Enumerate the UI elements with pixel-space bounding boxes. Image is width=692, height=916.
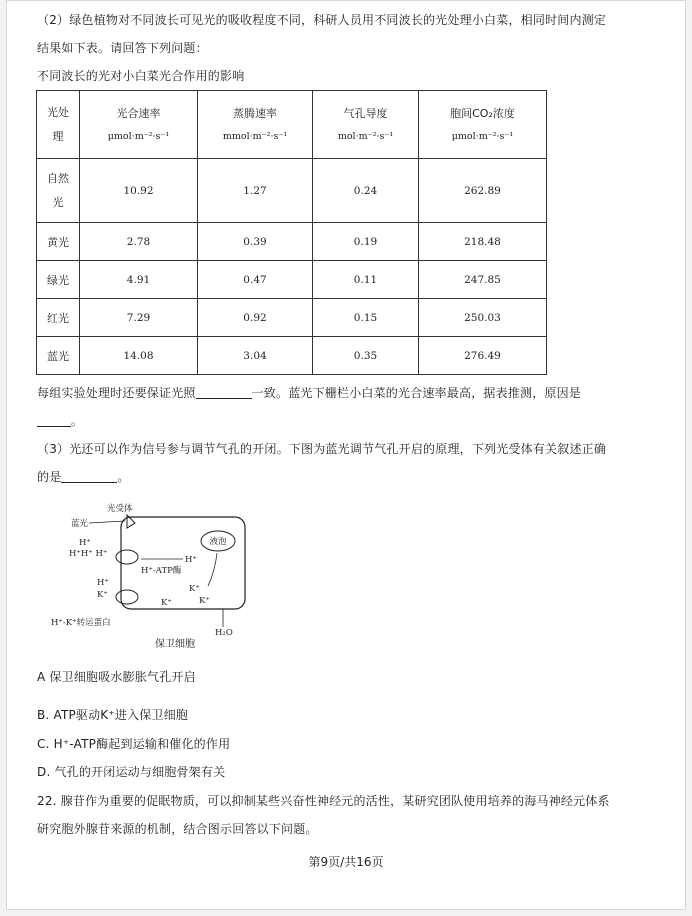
h-cluster-label: H⁺H⁺ H⁺	[69, 549, 108, 559]
header-cell	[313, 91, 419, 159]
blue-light-arrow	[89, 521, 125, 523]
q2-line2: 结果如下表。请回答下列问题：	[37, 41, 208, 55]
k-ion-left-label: K⁺	[97, 590, 108, 600]
table-cell: 1.27	[198, 159, 313, 223]
table-row	[37, 261, 547, 299]
table-cell: 0.92	[198, 299, 313, 337]
k-transporter-shape	[116, 590, 138, 604]
header-unit: mol·m⁻²·s⁻¹	[337, 130, 394, 142]
photoreceptor-label: 光受体	[107, 504, 133, 514]
k-transporter-label: H⁺-K⁺转运蛋白	[51, 618, 111, 628]
q3-line2	[37, 463, 645, 491]
blue-light-label: 蓝光	[71, 519, 89, 529]
q3-prompt: 的是	[37, 470, 62, 484]
q3-end: 。	[117, 470, 130, 484]
table-cell: 276.49	[419, 337, 547, 375]
table-cell: 262.89	[419, 159, 547, 223]
h-atpase-label: H⁺-ATP酶	[141, 566, 182, 576]
table-header-row	[37, 91, 547, 159]
q2-prompt-a: 每组实验处理时还要保证光照	[37, 386, 196, 400]
k-to-vacuole-arrow	[208, 553, 217, 586]
data-table	[36, 90, 547, 375]
table-cell	[37, 159, 80, 223]
q22-line1: 22. 腺苷作为重要的促眠物质，可以抑制某些兴奋性神经元的活性，某研究团队使用培养的海马神经元体系	[37, 794, 610, 808]
table-cell: 218.48	[419, 223, 547, 261]
option-d: D. 气孔的开闭运动与细胞骨架有关	[37, 765, 226, 779]
table-row	[37, 223, 547, 261]
k-ion-mid-label: K⁺	[161, 598, 172, 608]
table-row	[37, 337, 547, 375]
exam-page	[6, 0, 686, 910]
table-cell: 7.29	[80, 299, 198, 337]
water-label: H₂O	[215, 628, 233, 638]
table-cell: 0.15	[313, 299, 419, 337]
guard-cell-outline	[121, 517, 245, 609]
table-cell: 4.91	[80, 261, 198, 299]
q2-answer-line	[37, 379, 645, 407]
q2-prompt-b: 一致。蓝光下栅栏小白菜的光合速率最高，据表推测，原因是	[251, 386, 582, 400]
table-cell: 2.78	[80, 223, 198, 261]
k-ion-right1-label: K⁺	[189, 584, 200, 594]
table-cell: 14.08	[80, 337, 198, 375]
guard-cell-diagram	[43, 501, 253, 651]
q3-line1: （3）光还可以作为信号参与调节气孔的开闭。下图为蓝光调节气孔开启的原理，下列光受体有关叙述正确	[37, 442, 607, 456]
q22-line2: 研究胞外腺苷来源的机制，结合图示回答以下问题。	[37, 822, 318, 836]
table-cell: 0.19	[313, 223, 419, 261]
page-number: 第9页/共16页	[308, 855, 384, 869]
header-unit: μmol·m⁻²·s⁻¹	[107, 130, 170, 142]
header-title: 胞间CO₂浓度	[450, 106, 515, 120]
table-cell: 0.47	[198, 261, 313, 299]
table-caption: 不同波长的光对小白菜光合作用的影响	[37, 69, 245, 83]
q2-answer-line-2	[37, 407, 645, 435]
table-cell: 0.39	[198, 223, 313, 261]
table-cell: 250.03	[419, 299, 547, 337]
answer-blank[interactable]	[196, 384, 252, 399]
table-row	[37, 299, 547, 337]
header-title: 光合速率	[116, 106, 161, 120]
option-a: A 保卫细胞吸水膨胀气孔开启	[37, 670, 196, 684]
h-ion-lower-label: H⁺	[97, 578, 109, 588]
header-cell	[80, 91, 198, 159]
table-cell: 10.92	[80, 159, 198, 223]
header-cell	[37, 91, 80, 159]
answer-blank[interactable]	[61, 468, 117, 483]
table-cell: 0.35	[313, 337, 419, 375]
table-cell: 247.85	[419, 261, 547, 299]
table-cell: 蓝光	[37, 337, 80, 375]
table-cell: 红光	[37, 299, 80, 337]
header-unit: μmol·m⁻²·s⁻¹	[451, 130, 514, 142]
option-c: C. H⁺-ATP酶起到运输和催化的作用	[37, 737, 231, 751]
h-ion-label: H⁺	[79, 538, 91, 548]
table-cell: 3.04	[198, 337, 313, 375]
header-title: 蒸腾速率	[233, 106, 277, 120]
row-label: 自然光	[47, 171, 69, 209]
header-cell	[419, 91, 547, 159]
header-cell	[198, 91, 313, 159]
k-ion-right2-label: K⁺	[199, 596, 210, 606]
header-title: 光处理	[47, 105, 69, 143]
table-cell: 绿光	[37, 261, 80, 299]
table-cell: 0.24	[313, 159, 419, 223]
option-b: B. ATP驱动K⁺进入保卫细胞	[37, 708, 189, 722]
diagram-caption: 保卫细胞	[155, 639, 195, 650]
h-atpase-shape	[116, 550, 138, 564]
table-cell: 0.11	[313, 261, 419, 299]
answer-blank[interactable]	[37, 412, 71, 427]
q2-end: 。	[71, 414, 84, 428]
table-cell: 黄光	[37, 223, 80, 261]
header-unit: mmol·m⁻²·s⁻¹	[222, 130, 288, 142]
q2-line1: （2）绿色植物对不同波长可见光的吸收程度不同，科研人员用不同波长的光处理小白菜，相同时间内测定	[37, 13, 607, 27]
h-ion-right-label: H⁺	[185, 555, 197, 565]
header-title: 气孔导度	[343, 106, 388, 120]
table-row	[37, 159, 547, 223]
vacuole-label: 液泡	[209, 537, 227, 547]
